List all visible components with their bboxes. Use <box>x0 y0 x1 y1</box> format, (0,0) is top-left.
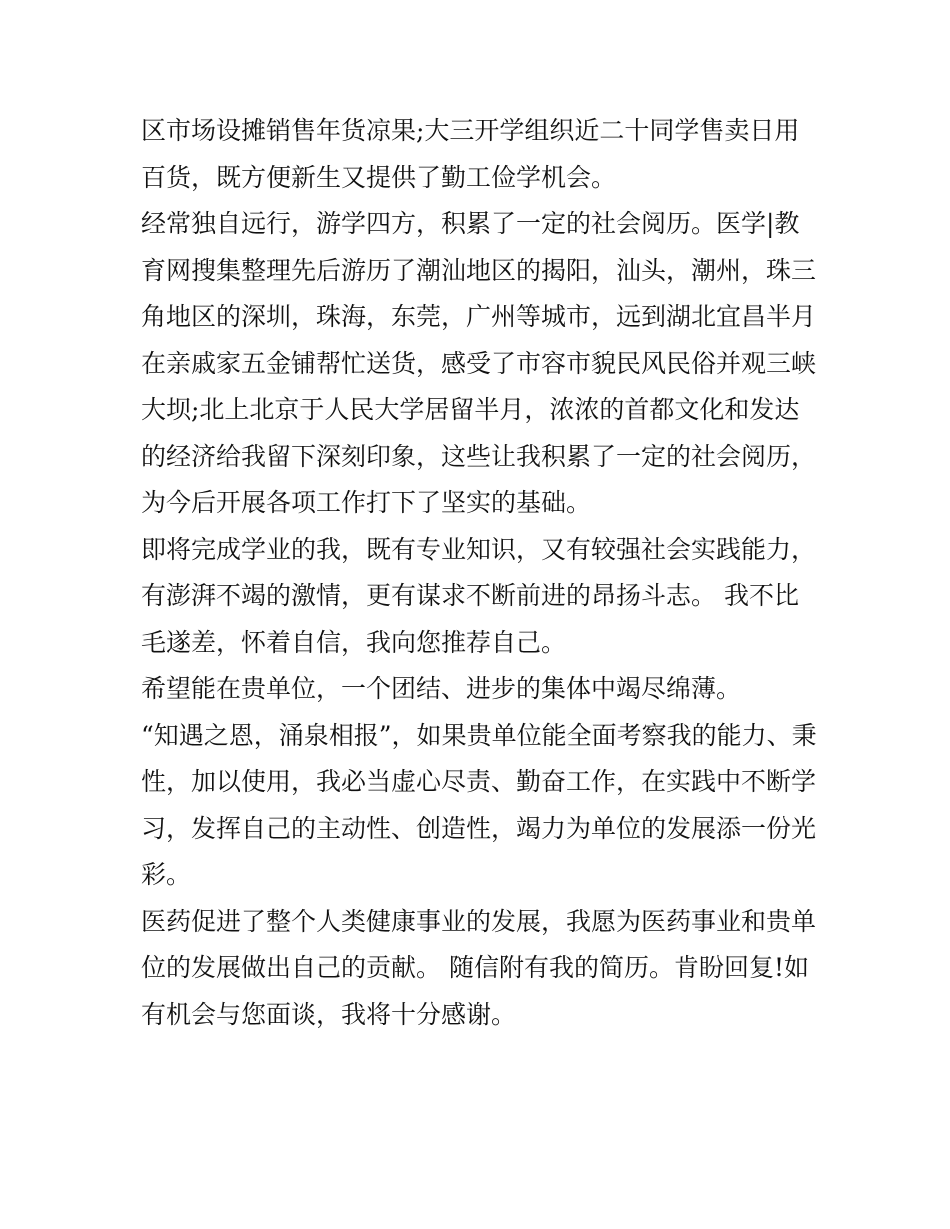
text-line: 育网搜集整理先后游历了潮汕地区的揭阳，汕头，潮州，珠三 <box>141 255 817 285</box>
text-line: 希望能在贵单位，一个团结、进步的集体中竭尽绵薄。 <box>141 674 742 703</box>
text-line: 在亲戚家五金铺帮忙送货，感受了市容市貌民风民俗并观三峡 <box>141 348 817 378</box>
text-line: 有澎湃不竭的激情，更有谋求不断前进的昂扬斗志。 我不比 <box>141 581 799 610</box>
text-line: 大坝;北上北京于人民大学居留半月，浓浓的首都文化和发达 <box>141 395 800 424</box>
text-line: 区市场设摊销售年货凉果;大三开学组织近二十同学售卖日用 <box>141 116 800 145</box>
text-line: 即将完成学业的我，既有专业知识，又有较强社会实践能力， <box>141 534 817 564</box>
text-line: 位的发展做出自己的贡献。 随信附有我的简历。肯盼回复!如 <box>141 953 809 982</box>
text-line: 经常独自远行，游学四方，积累了一定的社会阅历。医学|教 <box>141 209 800 238</box>
text-line: 习，发挥自己的主动性、创造性，竭力为单位的发展添一份光 <box>141 813 817 843</box>
text-line: 有机会与您面谈，我将十分感谢。 <box>141 999 517 1029</box>
text-line: 百货，既方便新生又提供了勤工俭学机会。 <box>141 162 617 192</box>
text-line: 为今后开展各项工作打下了坚实的基础。 <box>141 488 592 517</box>
text-line: 性，加以使用，我必当虚心尽责、勤奋工作，在实践中不断学 <box>141 767 817 796</box>
text-line: 彩。 <box>141 860 192 889</box>
text-line: 角地区的深圳，珠海，东莞，广州等城市，远到湖北宜昌半月 <box>141 302 817 331</box>
text-line: 毛遂差，怀着自信，我向您推荐自己。 <box>141 627 567 657</box>
text-line: 的经济给我留下深刻印象，这些让我积累了一定的社会阅历， <box>141 441 817 471</box>
document-body <box>141 108 821 1038</box>
text-line: “知遇之恩，涌泉相报”，如果贵单位能全面考察我的能力、秉 <box>141 720 817 750</box>
text-line: 医药促进了整个人类健康事业的发展，我愿为医药事业和贵单 <box>141 906 817 936</box>
